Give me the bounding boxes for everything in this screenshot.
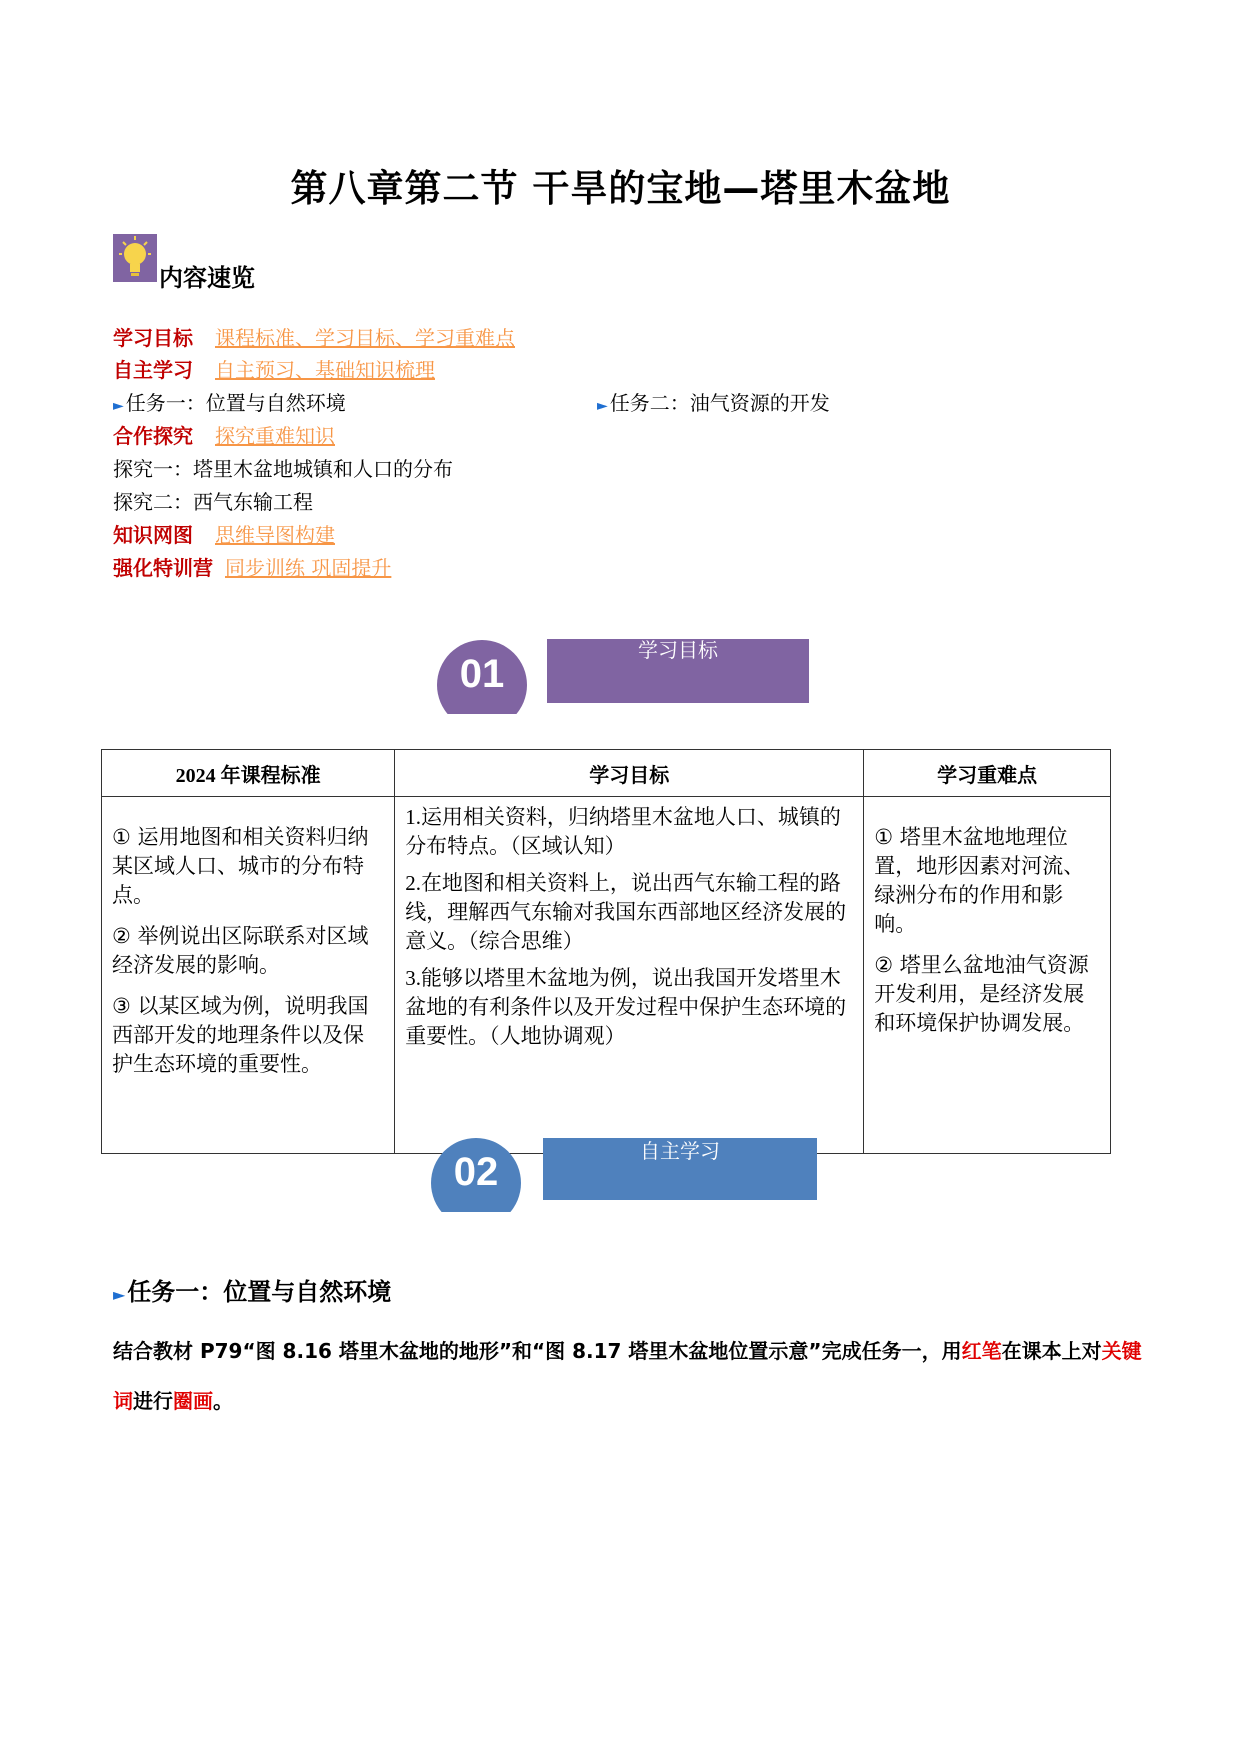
toc-explore2: 探究二：西气东输工程 — [113, 490, 313, 514]
section-02-number: 02 — [453, 1150, 499, 1194]
goal-item: 3.能够以塔里木盆地为例，说出我国开发塔里木盆地的有利条件以及开发过程中保护生态环境的重要性。（人地协调观） — [405, 966, 847, 1048]
toc-goals-link[interactable]: 课程标准、学习目标、学习重难点 — [215, 326, 515, 350]
toc-coop-key: 合作探究 — [113, 424, 193, 448]
instruction-text: 在课本上对 — [1001, 1339, 1102, 1363]
toc-self-key: 自主学习 — [113, 358, 193, 382]
toc-goals-key: 学习目标 — [113, 326, 193, 350]
table-header: 2024 年课程标准 — [102, 750, 395, 797]
table-header: 学习重难点 — [864, 750, 1111, 797]
task1-heading-label: 任务一：位置与自然环境 — [127, 1278, 392, 1306]
table-cell-keypoints — [864, 797, 1111, 1154]
toc-map-key: 知识网图 — [113, 523, 193, 547]
section-01-label: 学习目标 — [638, 638, 718, 662]
toc-task2-label: 任务二：油气资源的开发 — [609, 391, 830, 415]
toc-explore1: 探究一：塔里木盆地城镇和人口的分布 — [113, 457, 453, 481]
goal-item: 1.运用相关资料，归纳塔里木盆地人口、城镇的分布特点。（区域认知） — [405, 805, 841, 858]
table-cell-standards — [102, 797, 395, 1154]
standard-item: ① 运用地图和相关资料归纳某区域人口、城市的分布特点。 — [112, 825, 369, 907]
toc-task2 — [597, 387, 830, 416]
instruction-text: 结合教材 P79“图 8.16 塔里木盆地的地形”和“图 8.17 塔里木盆地位置示意”完成任务一，用 — [113, 1339, 962, 1363]
page-title: 第八章第二节 干旱的宝地—塔里木盆地 — [290, 167, 951, 210]
goals-table — [101, 749, 1111, 1154]
overview-label: 内容速览 — [159, 264, 255, 292]
triangle-icon: ► — [113, 1285, 126, 1304]
table-row — [102, 797, 1111, 1154]
toc-task1-label: 任务一：位置与自然环境 — [125, 391, 346, 415]
section-01-bar — [547, 639, 809, 703]
table-header: 学习目标 — [395, 750, 864, 797]
lightbulb-icon — [113, 234, 157, 282]
section-01-badge — [437, 640, 527, 714]
task1-instruction — [113, 1326, 1143, 1426]
toc-goals — [113, 322, 515, 351]
section-02-circle — [431, 1138, 521, 1212]
toc-self — [113, 354, 435, 383]
keypoint-item: ① 塔里木盆地地理位置，地形因素对河流、绿洲分布的作用和影响。 — [874, 825, 1085, 936]
section-02-bar — [543, 1138, 817, 1200]
toc-coop-link[interactable]: 探究重难知识 — [215, 424, 335, 448]
section-02-label: 自主学习 — [640, 1139, 720, 1163]
toc-train-key: 强化特训营 — [113, 556, 213, 580]
toc-task1 — [113, 387, 346, 416]
table-header-row — [102, 750, 1111, 797]
toc-train — [113, 552, 391, 581]
instruction-highlight: 圈画 — [173, 1389, 213, 1413]
toc-map-link[interactable]: 思维导图构建 — [215, 523, 335, 547]
instruction-text: 。 — [213, 1389, 233, 1413]
triangle-icon: ► — [113, 398, 124, 414]
toc-map — [113, 519, 335, 548]
section-01-number: 01 — [459, 652, 505, 696]
section-01-circle — [437, 640, 527, 714]
toc-coop — [113, 420, 335, 449]
keypoint-item: ② 塔里么盆地油气资源开发利用，是经济发展和环境保护协调发展。 — [874, 953, 1089, 1035]
goal-item: 2.在地图和相关资料上，说出西气东输工程的路线，理解西气东输对我国东西部地区经济发展的意义。（综合思维） — [405, 871, 847, 953]
triangle-icon: ► — [597, 398, 608, 414]
instruction-text: 进行 — [133, 1389, 173, 1413]
instruction-highlight: 红笔 — [961, 1339, 1002, 1363]
standard-item: ② 举例说出区际联系对区域经济发展的影响。 — [112, 924, 369, 977]
table-cell-goals — [395, 797, 864, 1154]
instruction-highlight: 关键词 — [113, 1339, 1142, 1413]
task1-heading — [113, 1272, 391, 1307]
toc-self-link[interactable]: 自主预习、基础知识梳理 — [215, 358, 435, 382]
standard-item: ③ 以某区域为例，说明我国西部开发的地理条件以及保护生态环境的重要性。 — [112, 994, 369, 1076]
section-02-badge — [431, 1138, 521, 1212]
toc-train-link[interactable]: 同步训练 巩固提升 — [225, 556, 392, 580]
